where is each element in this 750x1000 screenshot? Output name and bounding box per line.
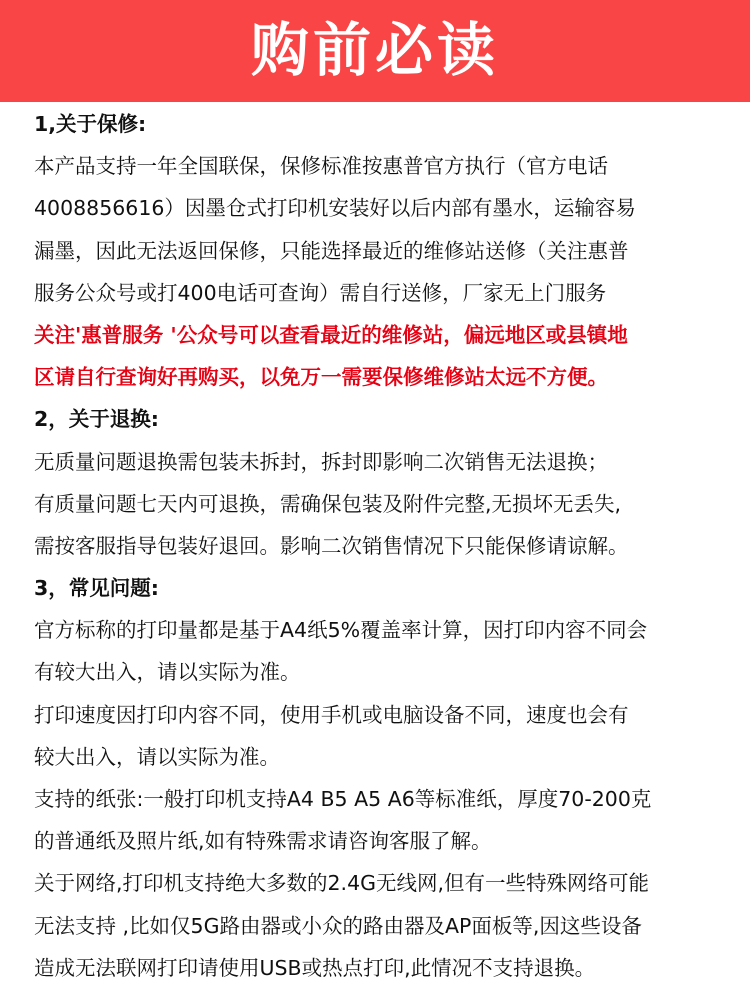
text-line: 打印速度因打印内容不同，使用手机或电脑设备不同，速度也会有	[34, 702, 629, 727]
page-title: 购前必读	[250, 16, 499, 84]
text-line: 服务公众号或打400电话可查询）需自行送修，厂家无上门服务	[34, 280, 607, 305]
text-line: 关于网络,打印机支持绝大多数的2.4G无线网,但有一些特殊网络可能	[34, 871, 650, 896]
section-heading-warranty: 1,关于保修:	[34, 112, 147, 136]
text-line: 需按客服指导包装好退回。影响二次销售情况下只能保修请谅解。	[34, 533, 629, 558]
text-line: 造成无法联网打印请使用USB或热点打印,此情况不支持退换。	[34, 955, 596, 980]
text-line: 官方标称的打印量都是基于A4纸5%覆盖率计算，因打印内容不同会	[34, 618, 648, 643]
warranty-notice-line: 区请自行查询好再购买，以免万一需要保修维修站太远不方便。	[34, 365, 608, 390]
text-line: 有质量问题七天内可退换，需确保包装及附件完整,无损坏无丢失,	[34, 491, 622, 516]
section-heading-faq: 3，常见问题:	[34, 576, 159, 601]
text-line: 4008856616）因墨仓式打印机安装好以后内部有墨水，运输容易	[34, 196, 636, 221]
warranty-notice-line: 关注'惠普服务 '公众号可以查看最近的维修站，偏远地区或县镇地	[34, 322, 628, 347]
text-line: 较大出入，请以实际为准。	[34, 744, 280, 769]
text-line: 支持的纸张:一般打印机支持A4 B5 A5 A6等标准纸，厚度70-200克	[34, 787, 652, 811]
text-line: 有较大出入，请以实际为准。	[34, 660, 301, 685]
text-line: 的普通纸及照片纸,如有特殊需求请咨询客服了解。	[34, 829, 492, 854]
notice-content	[34, 103, 744, 989]
text-line: 无法支持 ,比如仅5G路由器或小众的路由器及AP面板等,因这些设备	[34, 913, 642, 938]
text-line: 漏墨，因此无法返回保修，只能选择最近的维修站送修（关注惠普	[34, 238, 629, 263]
header-banner	[0, 0, 750, 102]
section-heading-returns: 2，关于退换:	[34, 407, 159, 432]
text-line: 无质量问题退换需包装未拆封，拆封即影响二次销售无法退换；	[34, 449, 608, 474]
text-line: 本产品支持一年全国联保，保修标准按惠普官方执行（官方电话	[34, 154, 608, 179]
